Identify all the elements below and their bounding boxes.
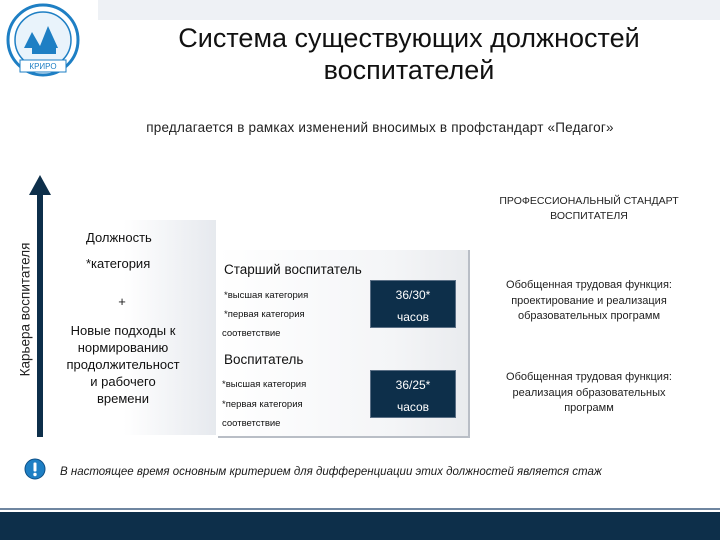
footer-divider: [0, 508, 720, 510]
senior-hours-badge: 36/30* часов: [370, 280, 456, 328]
role-senior-educator: Старший воспитатель: [224, 262, 362, 277]
senior-category-first: *первая категория: [224, 309, 305, 320]
career-axis-label: Карьера воспитателя: [17, 242, 33, 377]
educator-category-conformity: соответствие: [222, 418, 281, 429]
new-approaches-text: Новые подходы к нормированию продолжительност и рабочего времени: [66, 323, 180, 406]
page-title: [98, 22, 720, 86]
standard-function-educator: Обобщенная трудовая функция: реализация образовательных программ: [506, 371, 672, 414]
role-educator: Воспитатель: [224, 352, 304, 367]
educator-category-first: *первая категория: [222, 399, 303, 410]
title-line-1: Система существующих должностей: [178, 23, 640, 53]
subtitle: предлагается в рамках изменений вносимых в профстандарт «Педагог»: [146, 120, 614, 135]
category-label: *категория: [86, 256, 151, 271]
plus-sign: +: [118, 294, 126, 309]
svg-text:КРИРО: КРИРО: [29, 62, 57, 71]
title-line-2: воспитателей: [323, 55, 495, 85]
bottom-note: В настоящее время основным критерием для дифференциации этих должностей является стаж: [60, 466, 602, 478]
educator-category-highest: *высшая категория: [222, 379, 307, 390]
educator-hours-badge: 36/25* часов: [370, 370, 456, 418]
position-heading: Должность: [86, 230, 152, 245]
footer-bar: [0, 512, 720, 540]
info-icon: [24, 458, 46, 480]
senior-category-highest: *высшая категория: [224, 290, 309, 301]
senior-category-conformity: соответствие: [222, 328, 281, 339]
standard-title: ПРОФЕССИОНАЛЬНЫЙ СТАНДАРТ ВОСПИТАТЕЛЯ: [499, 195, 679, 222]
career-arrow-icon: [28, 175, 52, 437]
standard-function-senior: Обобщенная трудовая функция: проектирование и реализация образовательных программ: [506, 279, 672, 322]
kriro-logo: [2, 2, 84, 82]
top-bar: [98, 0, 720, 20]
